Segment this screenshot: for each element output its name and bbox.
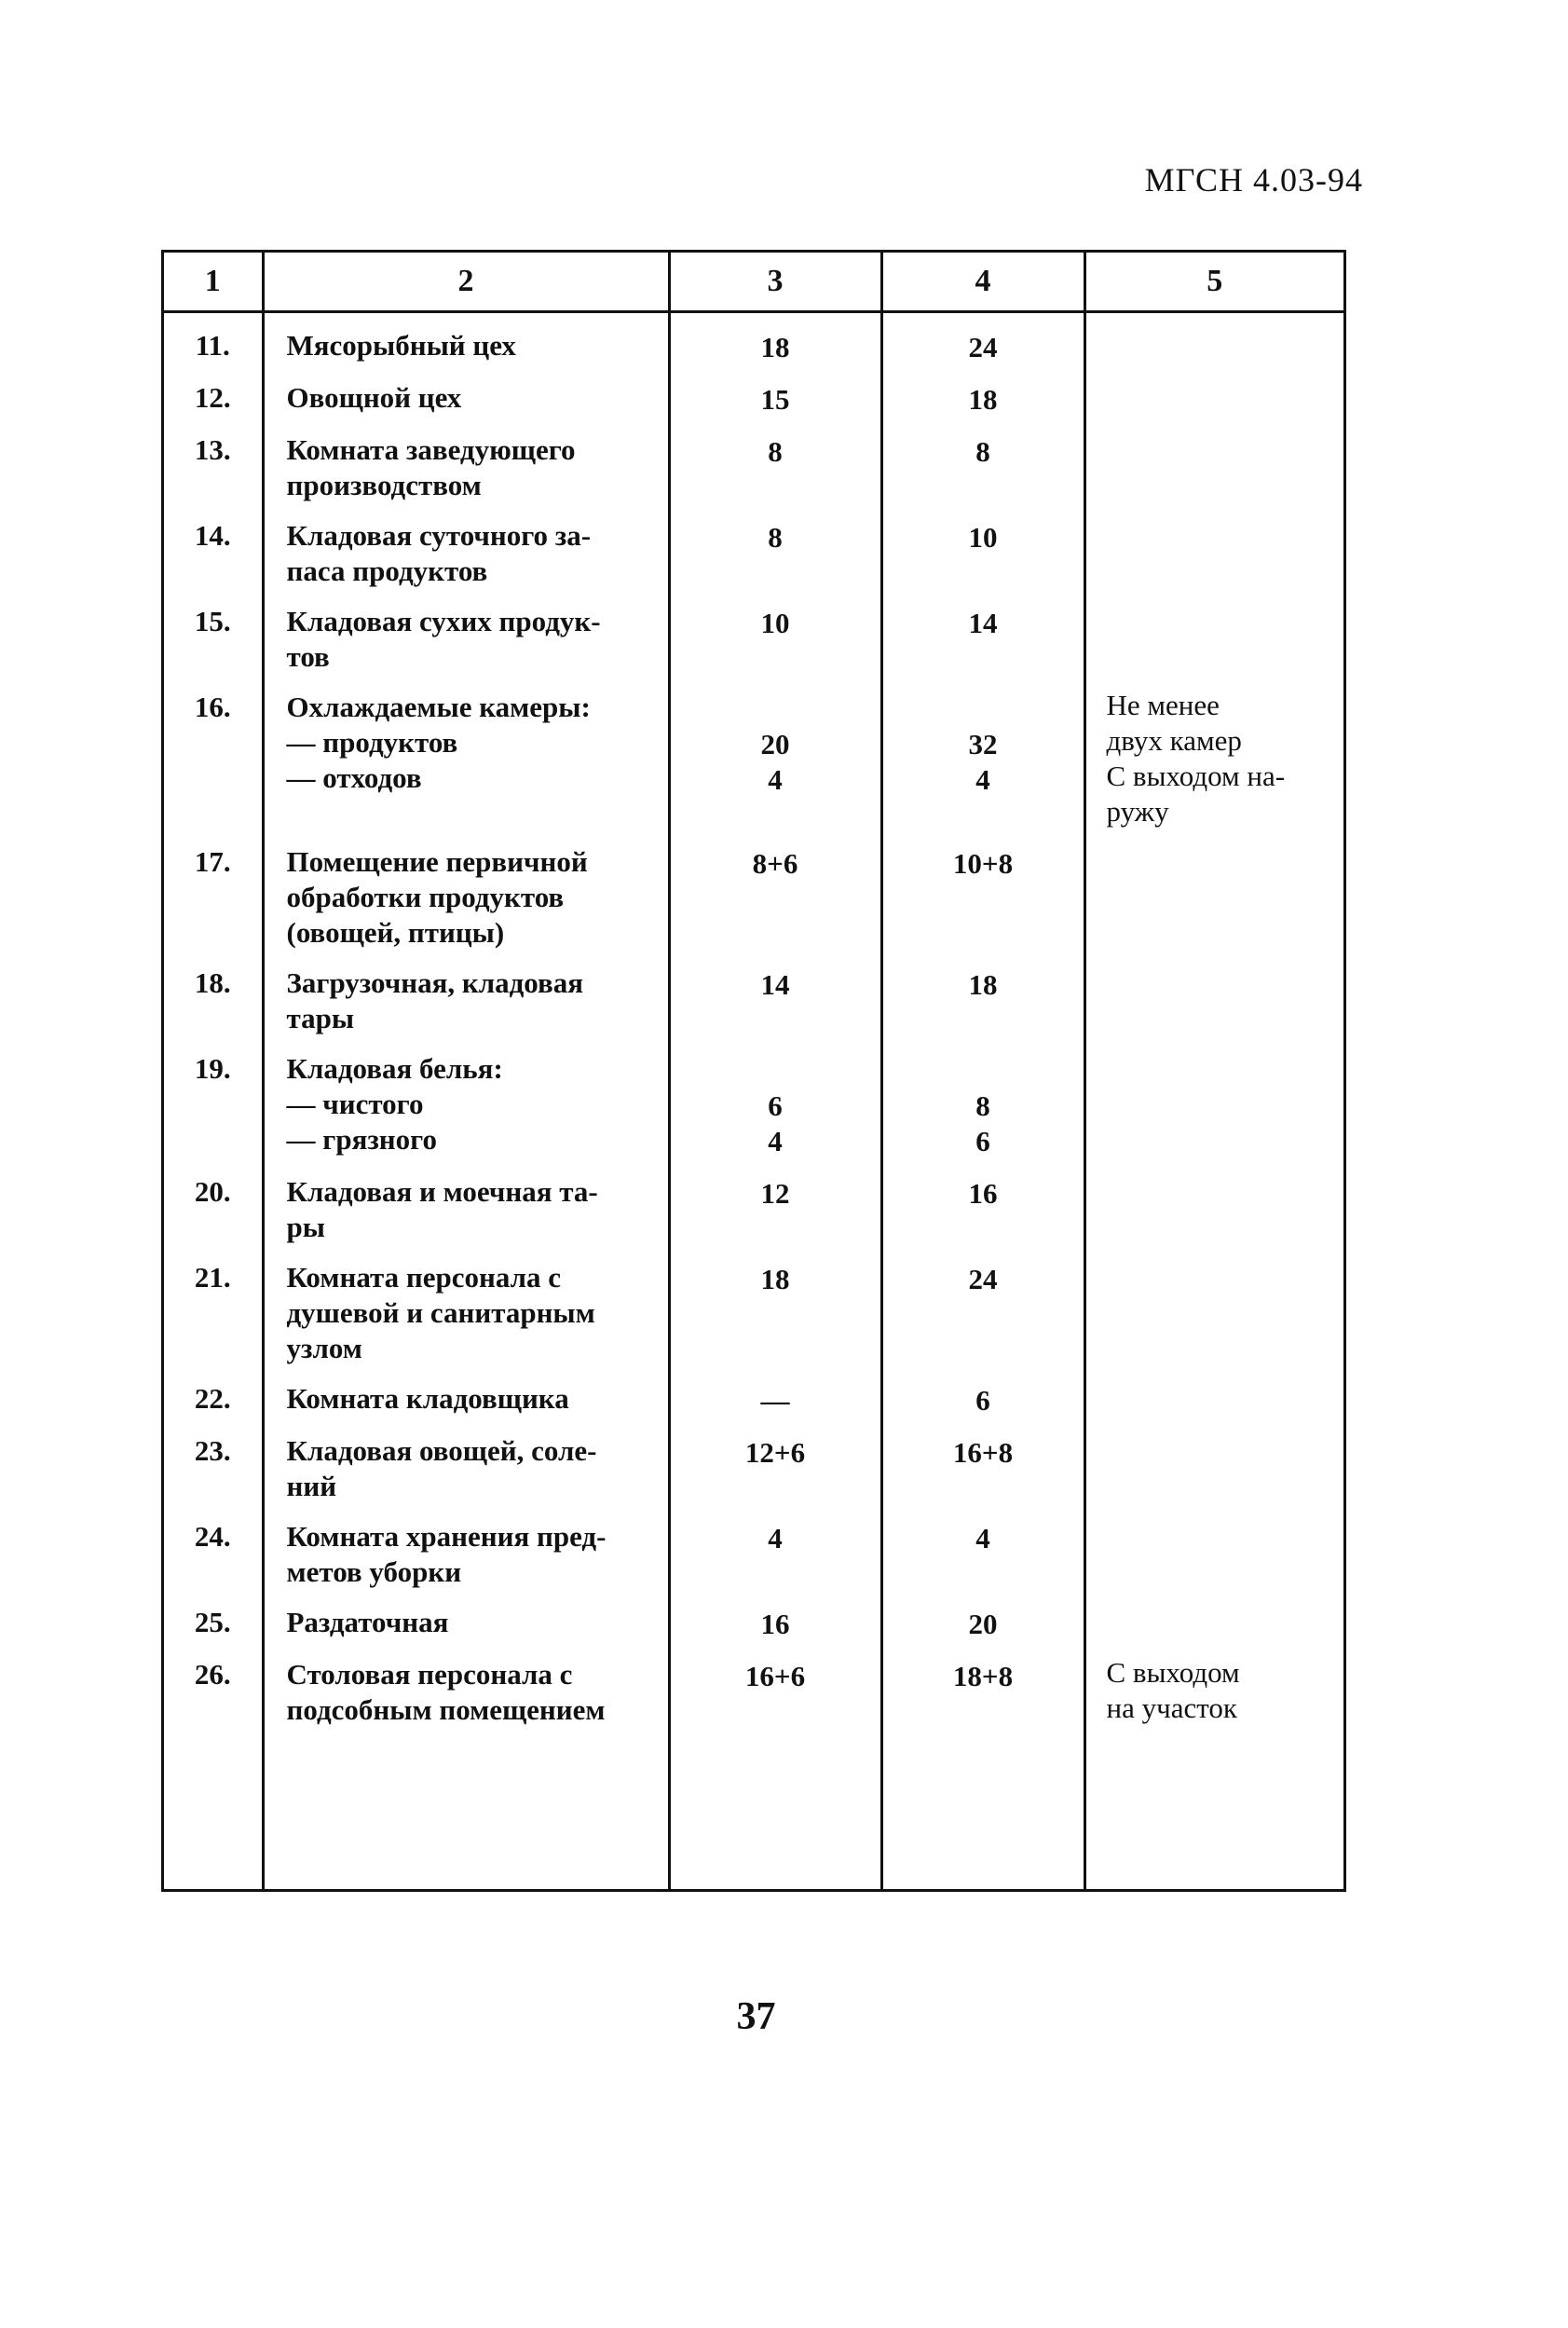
area-col-3-line: 12+6 (744, 1436, 806, 1469)
header-col-4: 4 (881, 253, 1084, 312)
row-number: 25. (194, 1606, 231, 1638)
area-col-3-line: 15 (760, 383, 790, 416)
row-note (1084, 1418, 1343, 1504)
table-header (164, 253, 1343, 312)
area-col-4-line: 18 (968, 968, 998, 1001)
table-row (164, 1159, 1343, 1245)
room-name-line: паса продуктов (286, 555, 488, 587)
room-name-line: ний (286, 1470, 337, 1502)
area-col-3-line: 8+6 (752, 847, 798, 880)
room-name-line: метов уборки (286, 1555, 462, 1588)
row-note (1084, 312, 1343, 366)
row-note (1084, 1159, 1343, 1245)
area-col-4 (881, 1366, 1084, 1418)
row-note (1084, 1590, 1343, 1642)
area-col-3-line (671, 1053, 880, 1089)
room-name-line: тары (286, 1002, 355, 1034)
area-col-3-line: 14 (760, 968, 790, 1001)
area-col-4-line: 16+8 (952, 1436, 1014, 1469)
area-col-3-line: 8 (768, 435, 783, 468)
area-col-3 (669, 365, 881, 418)
room-name (263, 365, 669, 418)
area-col-4-line: 10 (968, 521, 998, 554)
room-name-line: — отходов (286, 761, 422, 794)
row-number: 11. (195, 329, 230, 362)
area-col-4 (881, 589, 1084, 675)
room-name-line: Мясорыбный цех (286, 329, 516, 362)
area-col-4-line: 18 (968, 383, 998, 416)
area-col-4-line: 6 (975, 1125, 990, 1157)
document-code: МГСН 4.03-94 (1144, 161, 1363, 199)
row-note (1084, 951, 1343, 1036)
area-col-4 (881, 1642, 1084, 1728)
rooms-table-grid (164, 253, 1343, 1889)
row-note (1084, 675, 1343, 829)
area-col-4-line: 24 (968, 331, 998, 363)
row-note-line: Не менее (1106, 689, 1220, 721)
row-number: 26. (194, 1658, 231, 1691)
room-name-line: (овощей, птицы) (286, 916, 505, 949)
room-name (263, 1418, 669, 1504)
room-name-line: Кладовая и моечная та- (286, 1175, 598, 1208)
area-col-4-line: 14 (968, 607, 998, 639)
area-col-4-line: 8 (975, 435, 990, 468)
filler-cell (164, 1728, 263, 1889)
room-name-line: Столовая персонала с (286, 1658, 573, 1691)
row-note (1084, 418, 1343, 503)
room-name-line: производством (286, 469, 482, 501)
filler-cell (669, 1728, 881, 1889)
header-col-2: 2 (263, 253, 669, 312)
row-note-line: С выходом (1106, 1656, 1240, 1689)
room-name-line: Раздаточная (286, 1606, 449, 1638)
row-note (1084, 1642, 1343, 1728)
table-body (164, 312, 1343, 1890)
table-row (164, 1590, 1343, 1642)
table-row (164, 1504, 1343, 1590)
room-name-line: Загрузочная, кладовая (286, 966, 584, 999)
area-col-4 (881, 503, 1084, 589)
row-number: 19. (194, 1052, 231, 1085)
table-row (164, 418, 1343, 503)
area-col-4 (881, 1036, 1084, 1159)
row-number: 16. (194, 691, 231, 723)
area-col-4 (881, 675, 1084, 829)
table-row (164, 1642, 1343, 1728)
row-note-line: двух камер (1106, 724, 1242, 757)
row-note-line: на участок (1106, 1691, 1237, 1724)
area-col-4 (881, 1418, 1084, 1504)
area-col-4-line: 18+8 (952, 1660, 1014, 1692)
room-name-line: Кладовая овощей, соле- (286, 1434, 597, 1467)
room-name-line: Охлаждаемые камеры: (286, 691, 591, 723)
area-col-3 (669, 1245, 881, 1366)
room-name-line: — грязного (286, 1123, 437, 1156)
area-col-4 (881, 1590, 1084, 1642)
area-col-3-line: 18 (760, 1263, 790, 1295)
area-col-4-line: 4 (975, 763, 990, 796)
rooms-table (161, 250, 1346, 1892)
room-name-line: Комната кладовщика (286, 1382, 569, 1415)
area-col-4-line: 4 (975, 1522, 990, 1554)
area-col-4-line (883, 692, 1084, 727)
room-name (263, 675, 669, 829)
table-row (164, 675, 1343, 829)
row-number: 24. (194, 1520, 231, 1553)
area-col-3-line: 4 (768, 1522, 783, 1554)
room-name-line: подсобным помещением (286, 1693, 606, 1726)
row-note (1084, 589, 1343, 675)
area-col-4-line: 20 (968, 1608, 998, 1640)
row-number: 14. (194, 519, 231, 552)
area-col-3-line: 18 (760, 331, 790, 363)
area-col-4 (881, 1245, 1084, 1366)
area-col-3 (669, 1418, 881, 1504)
area-col-3 (669, 312, 881, 366)
area-col-3 (669, 418, 881, 503)
table-row (164, 589, 1343, 675)
area-col-3-line: 20 (760, 728, 790, 760)
area-col-4-line: 32 (968, 728, 998, 760)
table-row (164, 365, 1343, 418)
area-col-3 (669, 1159, 881, 1245)
area-col-3-line: 6 (768, 1089, 783, 1122)
area-col-4 (881, 312, 1084, 366)
room-name (263, 1245, 669, 1366)
header-col-5: 5 (1084, 253, 1343, 312)
header-row (164, 253, 1343, 312)
area-col-4-line: 24 (968, 1263, 998, 1295)
row-note-line: ружу (1106, 795, 1169, 828)
room-name (263, 951, 669, 1036)
room-name-line: Комната хранения пред- (286, 1520, 607, 1553)
room-name (263, 312, 669, 366)
area-col-3 (669, 675, 881, 829)
room-name (263, 1504, 669, 1590)
room-name-line: — чистого (286, 1088, 424, 1120)
room-name-line: тов (286, 640, 330, 673)
table-row (164, 829, 1343, 951)
row-note (1084, 829, 1343, 951)
filler-cell (1084, 1728, 1343, 1889)
area-col-3-line: 16 (760, 1608, 790, 1640)
row-note (1084, 365, 1343, 418)
room-name (263, 589, 669, 675)
table-row (164, 1366, 1343, 1418)
table-row (164, 951, 1343, 1036)
room-name-line: — продуктов (286, 726, 458, 759)
room-name (263, 1366, 669, 1418)
room-name (263, 829, 669, 951)
area-col-3-line: 10 (760, 607, 790, 639)
area-col-3 (669, 589, 881, 675)
row-note (1084, 1245, 1343, 1366)
area-col-3-line: — (760, 1384, 790, 1417)
table-filler-row (164, 1728, 1343, 1889)
area-col-4-line: 6 (975, 1384, 990, 1417)
area-col-4-line: 8 (975, 1089, 990, 1122)
row-number: 20. (194, 1175, 231, 1208)
table-row (164, 1245, 1343, 1366)
area-col-3 (669, 1036, 881, 1159)
room-name-line: Кладовая сухих продук- (286, 605, 601, 637)
room-name (263, 1036, 669, 1159)
area-col-3-line: 16+6 (744, 1660, 806, 1692)
room-name-line: узлом (286, 1332, 362, 1364)
area-col-4 (881, 951, 1084, 1036)
row-number: 23. (194, 1434, 231, 1467)
row-note (1084, 1036, 1343, 1159)
room-name (263, 503, 669, 589)
area-col-4-line (883, 1053, 1084, 1089)
area-col-4 (881, 1159, 1084, 1245)
table-row (164, 1036, 1343, 1159)
row-number: 22. (194, 1382, 231, 1415)
row-note (1084, 1366, 1343, 1418)
area-col-3 (669, 829, 881, 951)
table-row (164, 503, 1343, 589)
room-name-line: Кладовая суточного за- (286, 519, 592, 552)
area-col-3-line: 8 (768, 521, 783, 554)
room-name-line: ры (286, 1211, 325, 1243)
area-col-3 (669, 1642, 881, 1728)
row-note-line: С выходом на- (1106, 760, 1286, 792)
area-col-4 (881, 365, 1084, 418)
area-col-3 (669, 951, 881, 1036)
area-col-3-line: 12 (760, 1177, 790, 1210)
table-row (164, 312, 1343, 366)
row-number: 13. (194, 433, 231, 466)
room-name-line: Комната персонала с (286, 1261, 562, 1294)
area-col-3-line: 4 (768, 1125, 783, 1157)
row-number: 12. (194, 381, 231, 414)
header-col-3: 3 (669, 253, 881, 312)
area-col-4 (881, 829, 1084, 951)
area-col-3 (669, 1366, 881, 1418)
area-col-4-line: 10+8 (952, 847, 1014, 880)
area-col-4 (881, 418, 1084, 503)
room-name (263, 1159, 669, 1245)
room-name-line: обработки продуктов (286, 881, 565, 913)
area-col-4-line: 16 (968, 1177, 998, 1210)
area-col-3 (669, 1504, 881, 1590)
filler-cell (881, 1728, 1084, 1889)
row-number: 18. (194, 966, 231, 999)
room-name-line: Помещение первичной (286, 845, 588, 878)
table-row (164, 1418, 1343, 1504)
filler-cell (263, 1728, 669, 1889)
page-number: 37 (736, 1995, 776, 2038)
area-col-3 (669, 1590, 881, 1642)
row-note (1084, 503, 1343, 589)
area-col-3 (669, 503, 881, 589)
room-name (263, 1642, 669, 1728)
row-number: 21. (194, 1261, 231, 1294)
row-number: 17. (194, 845, 231, 878)
room-name-line: Кладовая белья: (286, 1052, 503, 1085)
row-note (1084, 1504, 1343, 1590)
area-col-4 (881, 1504, 1084, 1590)
room-name-line: Комната заведующего (286, 433, 576, 466)
header-col-1: 1 (164, 253, 263, 312)
room-name-line: Овощной цех (286, 381, 462, 414)
area-col-3-line: 4 (768, 763, 783, 796)
area-col-3-line (671, 692, 880, 727)
room-name (263, 418, 669, 503)
room-name (263, 1590, 669, 1642)
room-name-line: душевой и санитарным (286, 1296, 595, 1329)
row-number: 15. (194, 605, 231, 637)
